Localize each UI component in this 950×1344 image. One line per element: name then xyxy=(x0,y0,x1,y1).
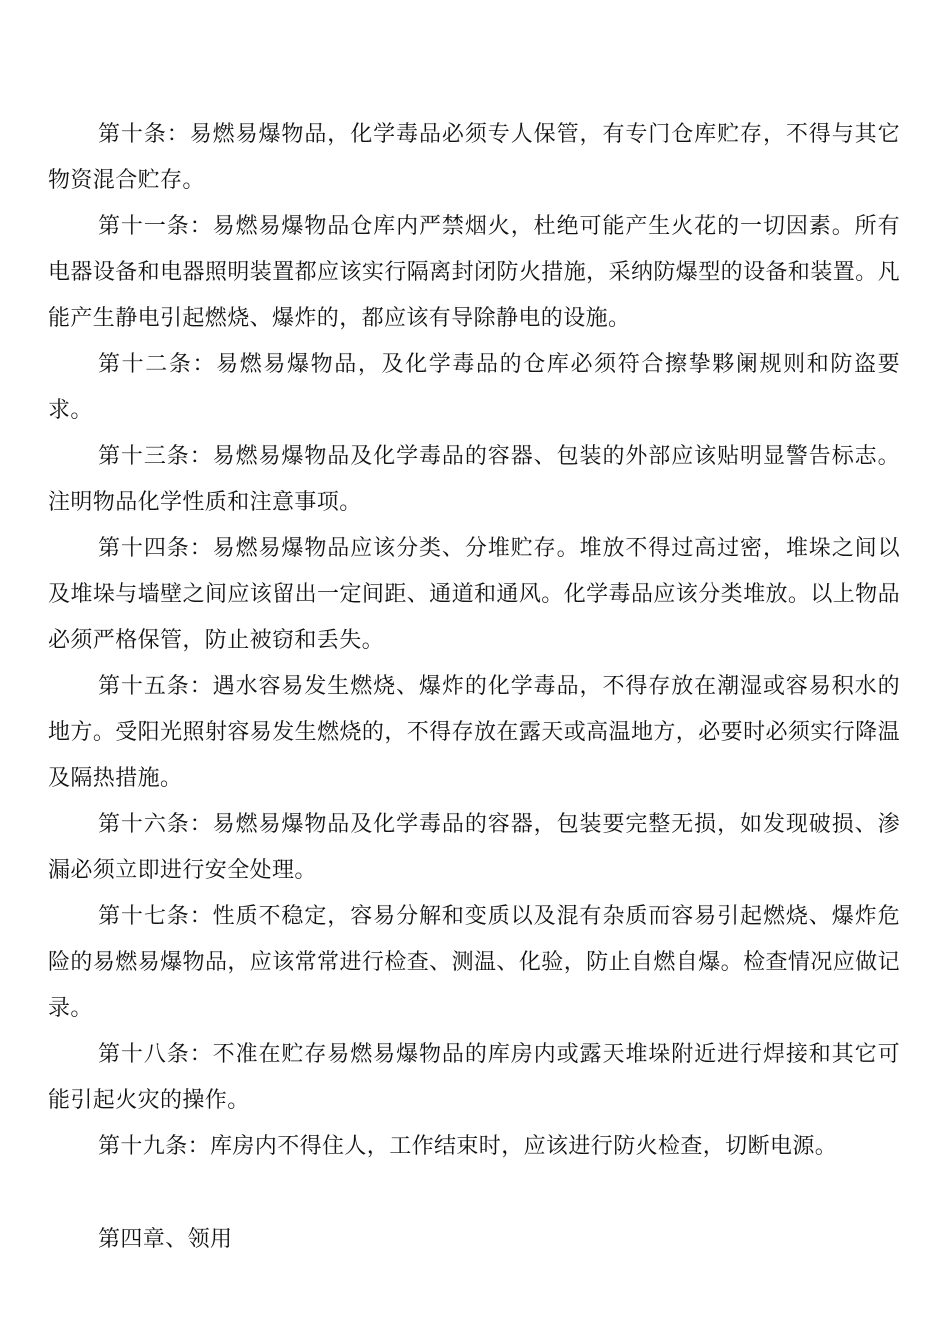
article-13: 第十三条：易燃易爆物品及化学毒品的容器、包装的外部应该贴明显警告标志。注明物品化学性质和注意事项。 xyxy=(48,444,900,515)
document-body xyxy=(48,112,900,1170)
article-14: 第十四条：易燃易爆物品应该分类、分堆贮存。堆放不得过高过密，堆垛之间以及堆垛与墙壁之间应该留出一定间距、通道和通风。化学毒品应该分类堆放。以上物品必须严格保管，防止被窃和丢失。 xyxy=(48,536,900,653)
article-10: 第十条：易燃易爆物品，化学毒品必须专人保管，有专门仓库贮存，不得与其它物资混合贮存。 xyxy=(48,122,900,193)
article-12: 第十二条：易燃易爆物品，及化学毒品的仓库必须符合擦挚夥阑规则和防盗要求。 xyxy=(48,352,900,423)
article-18: 第十八条：不准在贮存易燃易爆物品的库房内或露天堆垛附近进行焊接和其它可能引起火灾的操作。 xyxy=(48,1042,900,1113)
article-15: 第十五条：遇水容易发生燃烧、爆炸的化学毒品，不得存放在潮湿或容易积水的地方。受阳光照射容易发生燃烧的，不得存放在露天或高温地方，必要时必须实行降温及隔热措施。 xyxy=(48,674,900,791)
article-16: 第十六条：易燃易爆物品及化学毒品的容器，包装要完整无损，如发现破损、渗漏必须立即进行安全处理。 xyxy=(48,812,900,883)
chapter-heading: 第四章、领用 xyxy=(98,1227,233,1252)
article-19: 第十九条：库房内不得住人，工作结束时，应该进行防火检查，切断电源。 xyxy=(98,1134,838,1159)
article-11: 第十一条：易燃易爆物品仓库内严禁烟火，杜绝可能产生火花的一切因素。所有电器设备和电器照明装置都应该实行隔离封闭防火措施，采纳防爆型的设备和装置。凡能产生静电引起燃烧、爆炸的，都应该有导除静电的设施。 xyxy=(48,214,900,331)
article-17: 第十七条：性质不稳定，容易分解和变质以及混有杂质而容易引起燃烧、爆炸危险的易燃易爆物品，应该常常进行检查、测温、化验，防止自燃自爆。检查情况应做记录。 xyxy=(48,904,900,1021)
